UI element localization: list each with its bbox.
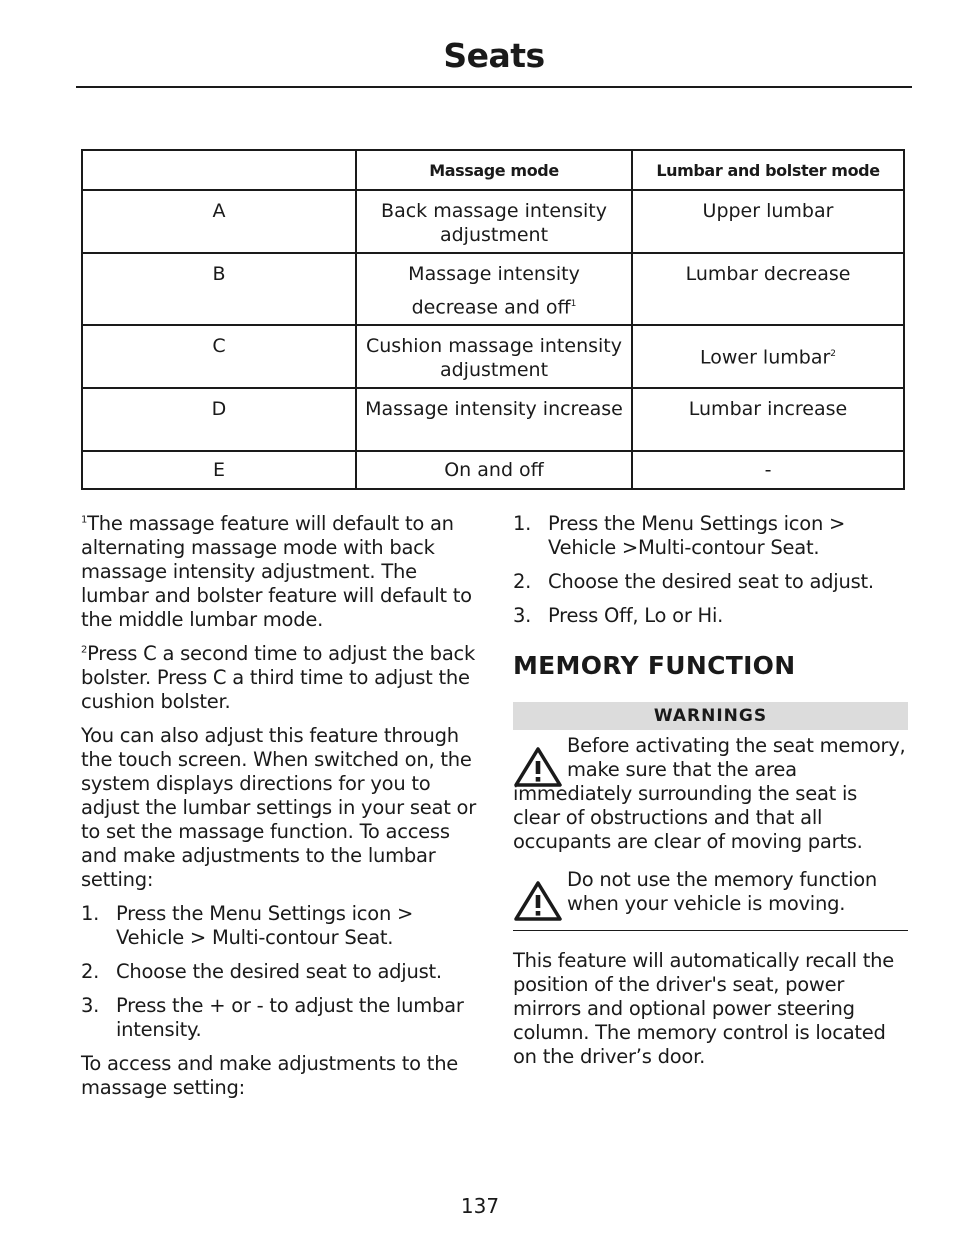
table-cell-lumbar: Upper lumbar bbox=[632, 190, 904, 253]
list-item bbox=[81, 902, 476, 950]
table-cell-massage: Massage intensity increase bbox=[356, 388, 632, 451]
footnote-mark: 2 bbox=[81, 644, 88, 656]
table-header-cell: Massage mode bbox=[356, 150, 632, 190]
table-row bbox=[82, 388, 904, 451]
massage-steps-list bbox=[513, 512, 908, 628]
table-row bbox=[82, 190, 904, 253]
warning-text: Do not use the memory function when your vehicle is moving. bbox=[567, 868, 878, 915]
footnote-marker: 1 bbox=[570, 299, 577, 309]
table-cell-lumbar: Lumbar decrease bbox=[632, 253, 904, 325]
step-number: 2. bbox=[513, 570, 532, 593]
step-number: 3. bbox=[513, 604, 532, 627]
outro-paragraph: To access and make adjustments to the massage setting: bbox=[81, 1052, 459, 1099]
footnote-text: The massage feature will default to an alternating massage mode with back massage intensity adjustment. The lumbar and bolster feature will default to the middle lumbar mode. bbox=[81, 512, 472, 631]
table-cell-key: E bbox=[82, 451, 356, 489]
table-cell-text: Lower lumbar bbox=[699, 346, 831, 369]
warning-text-continued: immediately surrounding the seat is clear of obstructions and that all occupants are clear of moving parts. bbox=[513, 782, 863, 853]
table-row bbox=[82, 451, 904, 489]
table-cell-lumbar: Lumbar increase bbox=[632, 388, 904, 451]
footnote-marker: 2 bbox=[830, 349, 837, 359]
footnote-2 bbox=[81, 642, 476, 714]
table-cell-text: decrease and off bbox=[411, 296, 571, 319]
list-item bbox=[513, 570, 908, 594]
footnote-text: Press C a second time to adjust the back bolster. Press C a third time to adjust the cushion bolster. bbox=[81, 642, 476, 713]
step-text: Choose the desired seat to adjust. bbox=[548, 570, 874, 593]
warning-block bbox=[513, 868, 908, 916]
table-cell-key: B bbox=[82, 253, 356, 325]
table-cell-text: Massage intensity bbox=[408, 263, 580, 285]
list-item bbox=[513, 604, 908, 628]
table-cell-massage bbox=[356, 253, 632, 325]
intro-paragraph: You can also adjust this feature through the touch screen. When switched on, the system displays directions for you to adjust the lumbar settings in your seat or to set the massage function. To access and make adjustments to the lumbar setting: bbox=[81, 724, 477, 891]
table-row bbox=[82, 253, 904, 325]
table-cell-lumbar bbox=[632, 325, 904, 388]
warnings-banner: WARNINGS bbox=[513, 702, 908, 730]
footnote-mark: 1 bbox=[81, 514, 88, 526]
table-cell-key: C bbox=[82, 325, 356, 388]
table-header-cell bbox=[82, 150, 356, 190]
left-column bbox=[81, 512, 476, 1110]
page-number: 137 bbox=[460, 1194, 500, 1218]
lumbar-steps-list bbox=[81, 902, 476, 1042]
table-cell-massage: Back massage intensity adjustment bbox=[356, 190, 632, 253]
step-number: 2. bbox=[81, 960, 100, 983]
warning-text: Before activating the seat memory, make sure that the area bbox=[567, 734, 906, 781]
step-text: Press the + or - to adjust the lumbar intensity. bbox=[116, 994, 464, 1041]
list-item bbox=[513, 512, 908, 560]
step-text: Press the Menu Settings icon > Vehicle > Multi-contour Seat. bbox=[116, 902, 414, 949]
step-text: Press Off, Lo or Hi. bbox=[548, 604, 724, 627]
list-item bbox=[81, 994, 476, 1042]
table-header-row bbox=[82, 150, 904, 190]
table-cell-massage: On and off bbox=[356, 451, 632, 489]
step-number: 3. bbox=[81, 994, 100, 1017]
warning-triangle-icon bbox=[513, 880, 563, 922]
table-cell-lumbar: - bbox=[632, 451, 904, 489]
table-cell-key: A bbox=[82, 190, 356, 253]
table-row bbox=[82, 325, 904, 388]
step-number: 1. bbox=[81, 902, 100, 925]
table-cell-line bbox=[357, 292, 631, 319]
page-title: Seats bbox=[443, 36, 545, 75]
seat-controls-table bbox=[81, 149, 905, 490]
divider bbox=[513, 930, 908, 931]
warning-block bbox=[513, 734, 908, 854]
step-number: 1. bbox=[513, 512, 532, 535]
right-column bbox=[513, 512, 908, 1079]
table-cell-massage: Cushion massage intensity adjustment bbox=[356, 325, 632, 388]
page-header bbox=[76, 30, 912, 88]
table-cell-key: D bbox=[82, 388, 356, 451]
footnote-1 bbox=[81, 512, 476, 632]
body-paragraph: This feature will automatically recall the position of the driver's seat, power mirrors and optional power steering column. The memory control is located on the driver’s door. bbox=[513, 949, 894, 1068]
list-item bbox=[81, 960, 476, 984]
section-heading: MEMORY FUNCTION bbox=[513, 651, 796, 680]
step-text: Choose the desired seat to adjust. bbox=[116, 960, 442, 983]
step-text: Press the Menu Settings icon > Vehicle >Multi-contour Seat. bbox=[548, 512, 846, 559]
table-header-cell: Lumbar and bolster mode bbox=[632, 150, 904, 190]
warning-triangle-icon bbox=[513, 746, 563, 788]
